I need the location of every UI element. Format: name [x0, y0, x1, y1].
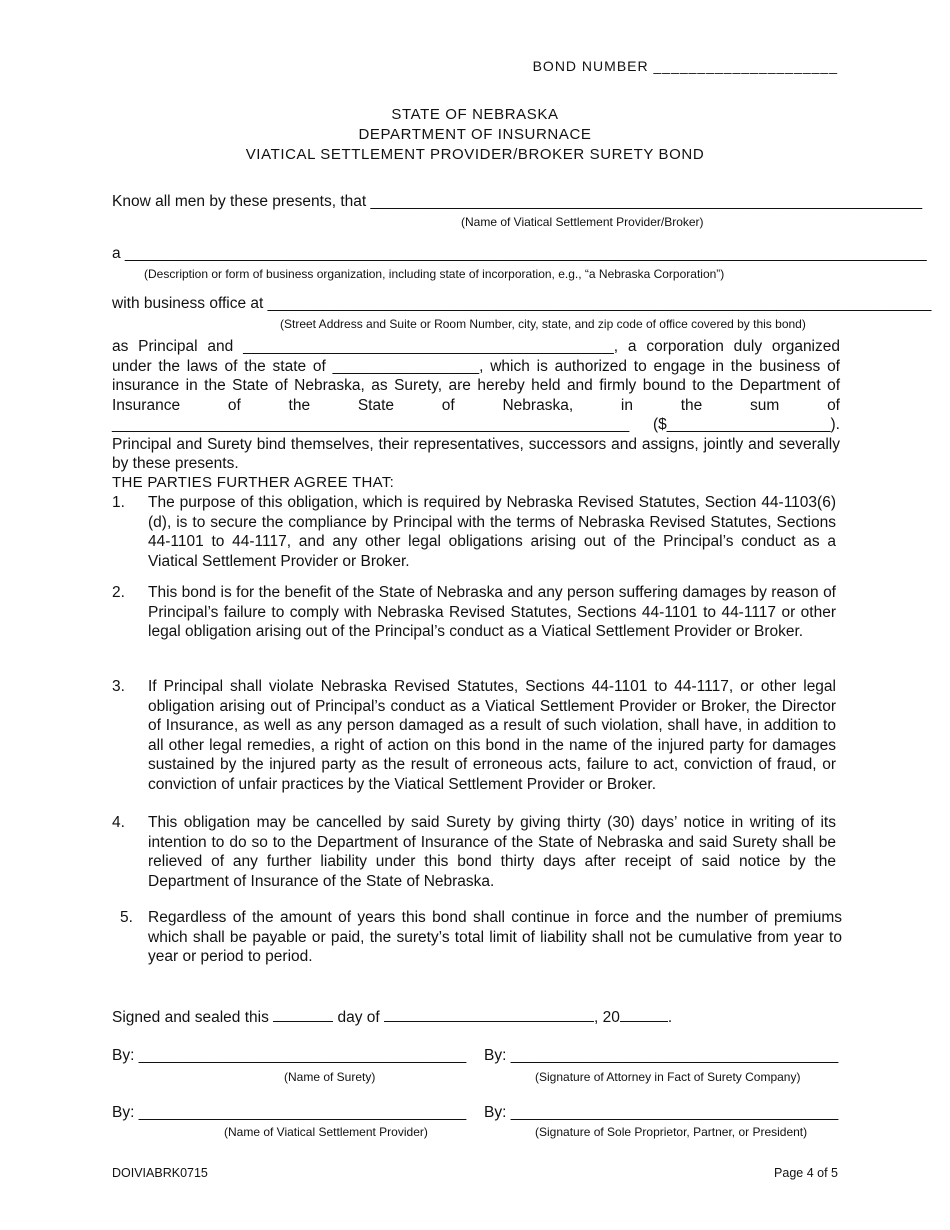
signed-period: .	[667, 1009, 673, 1026]
principal-paragraph: as Principal and ___________________________________________, a corporation duly organized under the laws of the state of _________________, which is authorized to engage in the business of insurance in the State of Nebraska, as Surety, are hereby held and firmly bound to the Department of Insurance of the State of Nebraska, in the sum of ____________________________________________________________ ($___________________). Principal and Surety bind themselves, their representatives, successors and assigns, jointly and severally by these presents.	[112, 338, 840, 472]
agreement-item-2	[112, 583, 836, 642]
item-text: The purpose of this obligation, which is required by Nebraska Revised Statutes, Section 44-1103(6)(d), is to secure the compliance by Principal with the terms of Nebraska Revised Statutes, Sections 44-1101 to 44-1117, and any other legal obligations arising out of the Principal’s conduct as a Viatical Settlement Provider or Broker.	[148, 494, 836, 570]
day-blank[interactable]	[273, 1006, 333, 1022]
agreement-item-3	[112, 677, 836, 795]
item-number: 1.	[112, 494, 125, 511]
proprietor-signature-line[interactable]: By: ______________________________________	[484, 1104, 839, 1121]
item-number: 2.	[112, 584, 125, 601]
organization-caption: (Description or form of business organization, including state of incorporation, e.g., “a Nebraska Corporation”)	[144, 267, 725, 281]
office-caption: (Street Address and Suite or Room Number, city, state, and zip code of office covered by this bond)	[280, 317, 806, 331]
signed-prefix: Signed and sealed this	[112, 1009, 269, 1026]
header-title: VIATICAL SETTLEMENT PROVIDER/BROKER SURETY BOND	[245, 146, 705, 163]
item-text: This bond is for the benefit of the State of Nebraska and any person suffering damages by reason of Principal’s failure to comply with Nebraska Revised Statutes, Sections 44-1101 to 44-1117 or other legal obligation arising out of the Principal’s conduct as a Viatical Settlement Provider or Broker.	[148, 584, 836, 640]
know-all-men-line: Know all men by these presents, that ________________________________________________________________	[112, 193, 923, 210]
organization-line: a _____________________________________________________________________________________________	[112, 245, 927, 262]
item-number: 5.	[120, 909, 133, 926]
header-state: STATE OF NEBRASKA	[391, 106, 559, 123]
day-of-label: day of	[337, 1009, 380, 1026]
signed-sealed-line	[112, 1006, 672, 1028]
provider-caption: (Name of Viatical Settlement Provider)	[224, 1125, 428, 1139]
form-id: DOIVIABRK0715	[112, 1166, 208, 1180]
item-text: This obligation may be cancelled by said Surety by giving thirty (30) days’ notice in writing of its intention to do so to the Department of Insurance of the State of Nebraska and said Surety shall be relieved of any further liability under this bond thirty days after receipt of said notice by the Department of Insurance of the State of Nebraska.	[148, 814, 836, 890]
surety-name-line[interactable]: By: ______________________________________	[112, 1047, 467, 1064]
month-blank[interactable]	[384, 1006, 594, 1022]
provider-name-line[interactable]: By: ______________________________________	[112, 1104, 467, 1121]
provider-name-caption: (Name of Viatical Settlement Provider/Broker)	[461, 215, 704, 229]
item-number: 3.	[112, 678, 125, 695]
item-text: If Principal shall violate Nebraska Revised Statutes, Sections 44-1101 to 44-1117, or other legal obligation arising out of Principal’s conduct as a Viatical Settlement Provider or Broker, the Director of Insurance, as well as any person damaged as a result of such violation, shall have, in addition to all other legal remedies, a right of action on this bond in the name of the injured party for damages sustained by the injured party as the result of erroneous acts, failure to act, conviction of fraud, or conviction of unfair practices by the Viatical Settlement Provider or Broker.	[148, 678, 836, 793]
year-blank[interactable]	[620, 1006, 668, 1022]
agree-heading: THE PARTIES FURTHER AGREE THAT:	[112, 474, 395, 491]
year-prefix: , 20	[594, 1009, 620, 1026]
attorney-caption: (Signature of Attorney in Fact of Surety Company)	[535, 1070, 801, 1084]
agreement-item-4	[112, 813, 836, 891]
attorney-signature-line[interactable]: By: ______________________________________	[484, 1047, 839, 1064]
item-text: Regardless of the amount of years this bond shall continue in force and the number of premiums which shall be payable or paid, the surety’s total limit of liability shall not be cumulative from year to year or period to period.	[148, 909, 842, 965]
proprietor-caption: (Signature of Sole Proprietor, Partner, or President)	[535, 1125, 808, 1139]
header-department: DEPARTMENT OF INSURNACE	[358, 126, 592, 143]
business-office-line: with business office at _____________________________________________________________________________	[112, 295, 932, 312]
page-number: Page 4 of 5	[774, 1166, 838, 1180]
surety-caption: (Name of Surety)	[284, 1070, 376, 1084]
bond-number: BOND NUMBER _____________________	[532, 58, 838, 74]
agreement-item-1	[112, 493, 836, 571]
item-number: 4.	[112, 814, 125, 831]
agreement-item-5	[120, 908, 842, 967]
